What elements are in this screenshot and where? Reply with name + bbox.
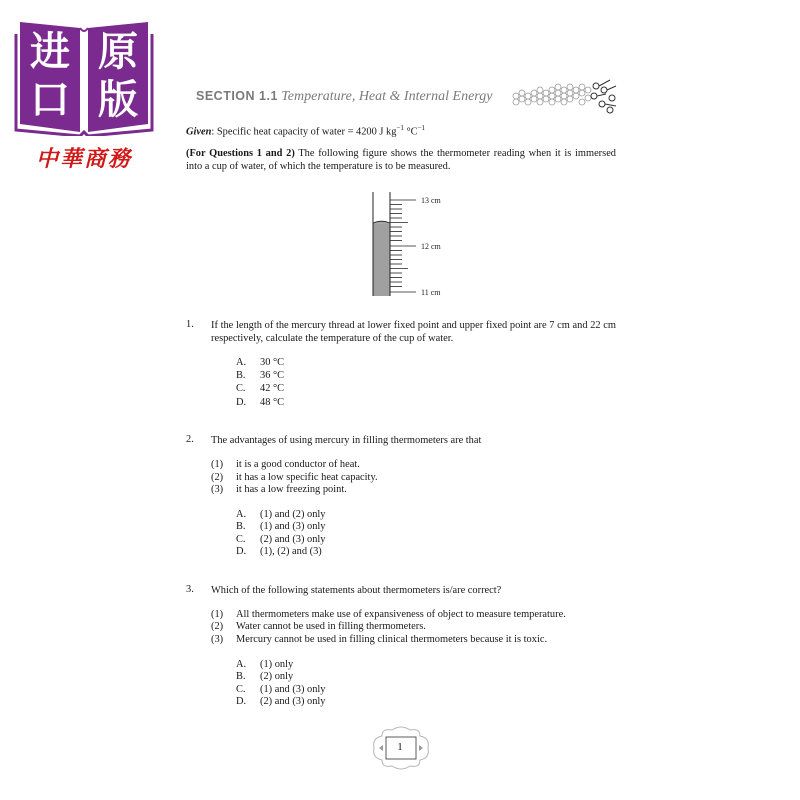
q3-statement-1: (1) All thermometers make use of expansiveness of object to measure temperature. bbox=[211, 609, 566, 620]
scale-label-12: 12 cm bbox=[421, 242, 441, 251]
question-3-text: Which of the following statements about thermometers is/are correct? bbox=[211, 585, 502, 596]
section-title: Temperature, Heat & Internal Energy bbox=[281, 89, 493, 104]
q2-option-d: D. (1), (2) and (3) bbox=[236, 546, 322, 557]
q3-option-b: B. (2) only bbox=[236, 671, 294, 682]
intro-bold: (For Questions 1 and 2) bbox=[186, 148, 295, 159]
q3-option-d: D. (2) and (3) only bbox=[236, 696, 326, 707]
q2-statement-1: (1) it is a good conductor of heat. bbox=[211, 459, 360, 470]
q3-statement-2: (2) Water cannot be used in filling thermometers. bbox=[211, 621, 426, 632]
logo-subtitle: 中華商務 bbox=[35, 146, 132, 172]
mercury-column bbox=[373, 223, 390, 296]
q1-option-c: C. 42 °C bbox=[236, 383, 285, 394]
q3-option-c: C. (1) and (3) only bbox=[236, 684, 326, 695]
question-1-text: If the length of the mercury thread at lower fixed point and upper fixed point are 7 cm and 22 cm respectively, calculate the temperature of the cup of water. bbox=[211, 320, 616, 344]
given-label: Given bbox=[186, 126, 212, 138]
question-2-text: The advantages of using mercury in filling thermometers are that bbox=[211, 435, 482, 446]
q2-option-a: A. (1) and (2) only bbox=[236, 509, 326, 520]
q2-option-c: C. (2) and (3) only bbox=[236, 534, 326, 545]
q3-option-a: A. (1) only bbox=[236, 659, 294, 670]
section-header bbox=[196, 88, 492, 105]
question-1-number: 1. bbox=[186, 319, 194, 330]
question-3-number: 3. bbox=[186, 584, 194, 595]
logo-char-2: 原 bbox=[98, 29, 138, 75]
q1-option-a: A. 30 °C bbox=[236, 357, 285, 368]
scale-label-11: 11 cm bbox=[421, 288, 441, 297]
publisher-logo bbox=[14, 14, 154, 172]
q1-option-d: D. 48 °C bbox=[236, 397, 285, 408]
given-text: : Specific heat capacity of water = 4200 J kg bbox=[211, 126, 397, 138]
q2-option-b: B. (1) and (3) only bbox=[236, 521, 326, 532]
q2-statement-3: (3) it has a low freezing point. bbox=[211, 484, 347, 495]
page-number: 1 bbox=[397, 741, 403, 753]
bubbles-decoration-icon bbox=[510, 76, 620, 116]
thermometer-figure bbox=[366, 192, 456, 300]
intro-paragraph bbox=[186, 147, 616, 173]
q2-statement-2: (2) it has a low specific heat capacity. bbox=[211, 472, 378, 483]
section-label: SECTION 1.1 bbox=[196, 89, 278, 103]
q3-statement-3: (3) Mercury cannot be used in filling clinical thermometers because it is toxic. bbox=[211, 634, 548, 645]
logo-char-1: 进 bbox=[30, 29, 70, 75]
scale-label-13: 13 cm bbox=[421, 196, 441, 205]
logo-char-4: 版 bbox=[98, 77, 138, 123]
question-2-number: 2. bbox=[186, 434, 194, 445]
given-exponent-2: −1 bbox=[417, 124, 426, 132]
given-unit: °C bbox=[403, 126, 418, 138]
given-line bbox=[186, 122, 616, 138]
logo-char-3: 口 bbox=[30, 77, 70, 123]
given-exponent-1: −1 bbox=[396, 124, 404, 132]
intro-text: The following figure shows the thermometer reading when it is immersed into a cup of water, of which the temperature is to be measured. bbox=[186, 148, 616, 172]
q1-option-b: B. 36 °C bbox=[236, 370, 285, 381]
